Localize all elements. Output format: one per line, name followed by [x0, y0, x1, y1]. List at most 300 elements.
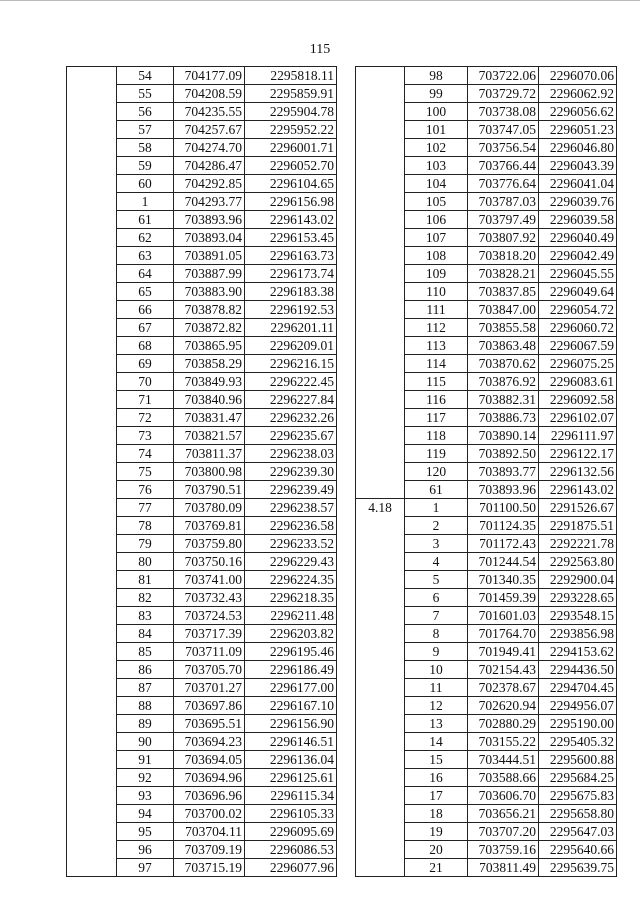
- y-coordinate-cell: 2296105.33: [245, 805, 337, 823]
- point-number-cell: 110: [405, 283, 468, 301]
- y-coordinate-cell: 2296167.10: [245, 697, 337, 715]
- point-number-cell: 18: [405, 805, 468, 823]
- y-coordinate-cell: 2296104.65: [245, 175, 337, 193]
- point-number-cell: 65: [117, 283, 174, 301]
- y-coordinate-cell: 2296083.61: [539, 373, 617, 391]
- x-coordinate-cell: 703707.20: [468, 823, 539, 841]
- y-coordinate-cell: 2296067.59: [539, 337, 617, 355]
- group-cell: [356, 283, 405, 301]
- group-cell: [67, 175, 117, 193]
- y-coordinate-cell: 2296077.96: [245, 859, 337, 877]
- table-row: [356, 391, 617, 409]
- table-row: [67, 535, 337, 553]
- x-coordinate-cell: 704235.55: [174, 103, 245, 121]
- y-coordinate-cell: 2294956.07: [539, 697, 617, 715]
- group-cell: [67, 859, 117, 877]
- table-row: [356, 661, 617, 679]
- x-coordinate-cell: 703747.05: [468, 121, 539, 139]
- y-coordinate-cell: 2296239.49: [245, 481, 337, 499]
- x-coordinate-cell: 701459.39: [468, 589, 539, 607]
- group-cell: [67, 535, 117, 553]
- table-row: [356, 211, 617, 229]
- group-cell: [356, 697, 405, 715]
- x-coordinate-cell: 701601.03: [468, 607, 539, 625]
- table-row: [356, 175, 617, 193]
- point-number-cell: 72: [117, 409, 174, 427]
- table-row: [356, 697, 617, 715]
- group-cell: [67, 571, 117, 589]
- group-cell: [356, 355, 405, 373]
- y-coordinate-cell: 2296062.92: [539, 85, 617, 103]
- table-row: [356, 589, 617, 607]
- table-row: [67, 283, 337, 301]
- group-cell: [67, 661, 117, 679]
- table-row: [67, 103, 337, 121]
- table-row: [67, 805, 337, 823]
- group-cell: [67, 805, 117, 823]
- y-coordinate-cell: 2296203.82: [245, 625, 337, 643]
- point-number-cell: 109: [405, 265, 468, 283]
- table-row: [67, 625, 337, 643]
- table-row: [67, 823, 337, 841]
- x-coordinate-cell: 702154.43: [468, 661, 539, 679]
- x-coordinate-cell: 703818.20: [468, 247, 539, 265]
- point-number-cell: 98: [405, 67, 468, 85]
- x-coordinate-cell: 703893.96: [174, 211, 245, 229]
- point-number-cell: 54: [117, 67, 174, 85]
- point-number-cell: 100: [405, 103, 468, 121]
- y-coordinate-cell: 2296102.07: [539, 409, 617, 427]
- x-coordinate-cell: 703606.70: [468, 787, 539, 805]
- point-number-cell: 17: [405, 787, 468, 805]
- point-number-cell: 96: [117, 841, 174, 859]
- table-row: [67, 607, 337, 625]
- point-number-cell: 85: [117, 643, 174, 661]
- group-cell: [67, 463, 117, 481]
- x-coordinate-cell: 703696.96: [174, 787, 245, 805]
- group-cell: [67, 301, 117, 319]
- x-coordinate-cell: 703722.06: [468, 67, 539, 85]
- table-row: [67, 589, 337, 607]
- group-cell: [67, 517, 117, 535]
- y-coordinate-cell: 2293856.98: [539, 625, 617, 643]
- y-coordinate-cell: 2295405.32: [539, 733, 617, 751]
- group-cell: [67, 373, 117, 391]
- group-cell: [356, 751, 405, 769]
- y-coordinate-cell: 2295647.03: [539, 823, 617, 841]
- x-coordinate-cell: 703872.82: [174, 319, 245, 337]
- x-coordinate-cell: 703588.66: [468, 769, 539, 787]
- x-coordinate-cell: 703724.53: [174, 607, 245, 625]
- y-coordinate-cell: 2296136.04: [245, 751, 337, 769]
- point-number-cell: 21: [405, 859, 468, 877]
- x-coordinate-cell: 703811.49: [468, 859, 539, 877]
- group-cell: [67, 283, 117, 301]
- y-coordinate-cell: 2296051.23: [539, 121, 617, 139]
- point-number-cell: 16: [405, 769, 468, 787]
- table-row: [356, 715, 617, 733]
- group-cell: [67, 679, 117, 697]
- y-coordinate-cell: 2292563.80: [539, 553, 617, 571]
- point-number-cell: 90: [117, 733, 174, 751]
- y-coordinate-cell: 2296056.62: [539, 103, 617, 121]
- group-cell: [67, 445, 117, 463]
- point-number-cell: 71: [117, 391, 174, 409]
- point-number-cell: 69: [117, 355, 174, 373]
- group-cell: [356, 445, 405, 463]
- group-cell: [356, 229, 405, 247]
- y-coordinate-cell: 2296238.57: [245, 499, 337, 517]
- y-coordinate-cell: 2296092.58: [539, 391, 617, 409]
- x-coordinate-cell: 703741.00: [174, 571, 245, 589]
- table-row: [67, 697, 337, 715]
- table-row: [67, 499, 337, 517]
- group-cell: [67, 715, 117, 733]
- x-coordinate-cell: 703865.95: [174, 337, 245, 355]
- y-coordinate-cell: 2296218.35: [245, 589, 337, 607]
- point-number-cell: 86: [117, 661, 174, 679]
- table-row: [356, 139, 617, 157]
- x-coordinate-cell: 703155.22: [468, 733, 539, 751]
- group-cell: [67, 733, 117, 751]
- point-number-cell: 113: [405, 337, 468, 355]
- point-number-cell: 97: [117, 859, 174, 877]
- point-number-cell: 60: [117, 175, 174, 193]
- y-coordinate-cell: 2296216.15: [245, 355, 337, 373]
- group-cell: [67, 589, 117, 607]
- table-row: [356, 841, 617, 859]
- y-coordinate-cell: 2295904.78: [245, 103, 337, 121]
- point-number-cell: 84: [117, 625, 174, 643]
- point-number-cell: 92: [117, 769, 174, 787]
- point-number-cell: 120: [405, 463, 468, 481]
- table-row: [67, 409, 337, 427]
- group-cell: [67, 139, 117, 157]
- point-number-cell: 6: [405, 589, 468, 607]
- group-cell: [67, 157, 117, 175]
- y-coordinate-cell: 2296229.43: [245, 553, 337, 571]
- table-row: [356, 463, 617, 481]
- point-number-cell: 5: [405, 571, 468, 589]
- x-coordinate-cell: 703890.14: [468, 427, 539, 445]
- x-coordinate-cell: 704293.77: [174, 193, 245, 211]
- x-coordinate-cell: 703807.92: [468, 229, 539, 247]
- y-coordinate-cell: 2296183.38: [245, 283, 337, 301]
- group-cell: [356, 139, 405, 157]
- point-number-cell: 56: [117, 103, 174, 121]
- group-cell: [67, 823, 117, 841]
- table-row: [356, 67, 617, 85]
- table-row: [356, 787, 617, 805]
- y-coordinate-cell: 2296156.90: [245, 715, 337, 733]
- table-row: [356, 445, 617, 463]
- y-coordinate-cell: 2296224.35: [245, 571, 337, 589]
- point-number-cell: 59: [117, 157, 174, 175]
- y-coordinate-cell: 2296235.67: [245, 427, 337, 445]
- y-coordinate-cell: 2296192.53: [245, 301, 337, 319]
- x-coordinate-cell: 703893.04: [174, 229, 245, 247]
- x-coordinate-cell: 704208.59: [174, 85, 245, 103]
- table-row: [67, 265, 337, 283]
- group-cell: [67, 355, 117, 373]
- table-row: [356, 733, 617, 751]
- group-cell: [356, 715, 405, 733]
- x-coordinate-cell: 703750.16: [174, 553, 245, 571]
- table-row: [356, 481, 617, 499]
- y-coordinate-cell: 2295639.75: [539, 859, 617, 877]
- table-row: [67, 571, 337, 589]
- group-cell: [67, 409, 117, 427]
- y-coordinate-cell: 2296111.97: [539, 427, 617, 445]
- x-coordinate-cell: 701124.35: [468, 517, 539, 535]
- point-number-cell: 116: [405, 391, 468, 409]
- point-number-cell: 63: [117, 247, 174, 265]
- x-coordinate-cell: 703870.62: [468, 355, 539, 373]
- y-coordinate-cell: 2295640.66: [539, 841, 617, 859]
- group-cell: [356, 391, 405, 409]
- group-cell: [67, 337, 117, 355]
- table-row: [356, 157, 617, 175]
- x-coordinate-cell: 703694.23: [174, 733, 245, 751]
- group-cell: [356, 589, 405, 607]
- point-number-cell: 95: [117, 823, 174, 841]
- x-coordinate-cell: 703891.05: [174, 247, 245, 265]
- group-cell: [67, 211, 117, 229]
- y-coordinate-cell: 2296201.11: [245, 319, 337, 337]
- x-coordinate-cell: 703876.92: [468, 373, 539, 391]
- table-row: [67, 859, 337, 877]
- table-row: [356, 805, 617, 823]
- table-row: [356, 265, 617, 283]
- x-coordinate-cell: 702378.67: [468, 679, 539, 697]
- point-number-cell: 106: [405, 211, 468, 229]
- x-coordinate-cell: 703887.99: [174, 265, 245, 283]
- group-cell: [356, 121, 405, 139]
- group-cell: 4.18: [356, 499, 405, 517]
- group-cell: [356, 463, 405, 481]
- point-number-cell: 101: [405, 121, 468, 139]
- y-coordinate-cell: 2294436.50: [539, 661, 617, 679]
- y-coordinate-cell: 2296173.74: [245, 265, 337, 283]
- point-number-cell: 3: [405, 535, 468, 553]
- table-row: [67, 337, 337, 355]
- point-number-cell: 82: [117, 589, 174, 607]
- group-cell: [67, 319, 117, 337]
- x-coordinate-cell: 703732.43: [174, 589, 245, 607]
- x-coordinate-cell: 703855.58: [468, 319, 539, 337]
- point-number-cell: 55: [117, 85, 174, 103]
- table-row: [356, 229, 617, 247]
- point-number-cell: 108: [405, 247, 468, 265]
- x-coordinate-cell: 703695.51: [174, 715, 245, 733]
- group-cell: [67, 481, 117, 499]
- table-row: [67, 175, 337, 193]
- table-row: [67, 157, 337, 175]
- table-row: [356, 499, 617, 517]
- table-row: [67, 373, 337, 391]
- group-cell: [356, 157, 405, 175]
- y-coordinate-cell: 2296222.45: [245, 373, 337, 391]
- x-coordinate-cell: 703704.11: [174, 823, 245, 841]
- x-coordinate-cell: 704177.09: [174, 67, 245, 85]
- x-coordinate-cell: 701340.35: [468, 571, 539, 589]
- point-number-cell: 11: [405, 679, 468, 697]
- x-coordinate-cell: 703837.85: [468, 283, 539, 301]
- x-coordinate-cell: 703729.72: [468, 85, 539, 103]
- group-cell: [67, 787, 117, 805]
- table-row: [67, 553, 337, 571]
- group-cell: [67, 193, 117, 211]
- table-row: [356, 121, 617, 139]
- y-coordinate-cell: 2295818.11: [245, 67, 337, 85]
- y-coordinate-cell: 2296075.25: [539, 355, 617, 373]
- point-number-cell: 61: [405, 481, 468, 499]
- table-row: [356, 535, 617, 553]
- point-number-cell: 14: [405, 733, 468, 751]
- point-number-cell: 1: [405, 499, 468, 517]
- table-row: [67, 661, 337, 679]
- x-coordinate-cell: 701244.54: [468, 553, 539, 571]
- x-coordinate-cell: 703709.19: [174, 841, 245, 859]
- group-cell: [356, 823, 405, 841]
- y-coordinate-cell: 2296095.69: [245, 823, 337, 841]
- point-number-cell: 79: [117, 535, 174, 553]
- y-coordinate-cell: 2296040.49: [539, 229, 617, 247]
- point-number-cell: 94: [117, 805, 174, 823]
- x-coordinate-cell: 702880.29: [468, 715, 539, 733]
- y-coordinate-cell: 2296060.72: [539, 319, 617, 337]
- y-coordinate-cell: 2296146.51: [245, 733, 337, 751]
- x-coordinate-cell: 703831.47: [174, 409, 245, 427]
- x-coordinate-cell: 703790.51: [174, 481, 245, 499]
- y-coordinate-cell: 2296209.01: [245, 337, 337, 355]
- table-row: [67, 679, 337, 697]
- point-number-cell: 117: [405, 409, 468, 427]
- table-row: [67, 391, 337, 409]
- point-number-cell: 107: [405, 229, 468, 247]
- y-coordinate-cell: 2295600.88: [539, 751, 617, 769]
- point-number-cell: 13: [405, 715, 468, 733]
- group-cell: [356, 175, 405, 193]
- x-coordinate-cell: 701764.70: [468, 625, 539, 643]
- point-number-cell: 9: [405, 643, 468, 661]
- table-row: [67, 841, 337, 859]
- point-number-cell: 102: [405, 139, 468, 157]
- y-coordinate-cell: 2296039.58: [539, 211, 617, 229]
- x-coordinate-cell: 703717.39: [174, 625, 245, 643]
- group-cell: [356, 67, 405, 85]
- table-row: [67, 211, 337, 229]
- x-coordinate-cell: 703886.73: [468, 409, 539, 427]
- group-cell: [356, 337, 405, 355]
- y-coordinate-cell: 2296186.49: [245, 661, 337, 679]
- x-coordinate-cell: 703811.37: [174, 445, 245, 463]
- group-cell: [67, 103, 117, 121]
- group-cell: [67, 247, 117, 265]
- coordinates-table-left-body: [67, 67, 337, 877]
- point-number-cell: 74: [117, 445, 174, 463]
- table-row: [67, 319, 337, 337]
- y-coordinate-cell: 2296125.61: [245, 769, 337, 787]
- table-row: [356, 337, 617, 355]
- x-coordinate-cell: 703893.96: [468, 481, 539, 499]
- group-cell: [67, 751, 117, 769]
- table-row: [356, 823, 617, 841]
- y-coordinate-cell: 2296046.80: [539, 139, 617, 157]
- point-number-cell: 118: [405, 427, 468, 445]
- group-cell: [356, 427, 405, 445]
- group-cell: [356, 805, 405, 823]
- y-coordinate-cell: 2296122.17: [539, 445, 617, 463]
- group-cell: [356, 193, 405, 211]
- group-cell: [67, 553, 117, 571]
- group-cell: [67, 841, 117, 859]
- group-cell: [356, 553, 405, 571]
- y-coordinate-cell: 2296143.02: [245, 211, 337, 229]
- y-coordinate-cell: 2296239.30: [245, 463, 337, 481]
- x-coordinate-cell: 703697.86: [174, 697, 245, 715]
- x-coordinate-cell: 703694.05: [174, 751, 245, 769]
- x-coordinate-cell: 703797.49: [468, 211, 539, 229]
- x-coordinate-cell: 703700.02: [174, 805, 245, 823]
- y-coordinate-cell: 2296211.48: [245, 607, 337, 625]
- y-coordinate-cell: 2292900.04: [539, 571, 617, 589]
- group-cell: [356, 85, 405, 103]
- x-coordinate-cell: 703766.44: [468, 157, 539, 175]
- x-coordinate-cell: 704292.85: [174, 175, 245, 193]
- group-cell: [356, 319, 405, 337]
- x-coordinate-cell: 703800.98: [174, 463, 245, 481]
- y-coordinate-cell: 2296233.52: [245, 535, 337, 553]
- table-row: [67, 427, 337, 445]
- group-cell: [356, 247, 405, 265]
- group-cell: [356, 787, 405, 805]
- x-coordinate-cell: 703780.09: [174, 499, 245, 517]
- group-cell: [356, 625, 405, 643]
- group-cell: [356, 643, 405, 661]
- point-number-cell: 7: [405, 607, 468, 625]
- group-cell: [356, 301, 405, 319]
- point-number-cell: 67: [117, 319, 174, 337]
- point-number-cell: 19: [405, 823, 468, 841]
- point-number-cell: 115: [405, 373, 468, 391]
- group-cell: [356, 859, 405, 877]
- y-coordinate-cell: 2296042.49: [539, 247, 617, 265]
- group-cell: [356, 409, 405, 427]
- group-cell: [356, 769, 405, 787]
- group-cell: [356, 517, 405, 535]
- x-coordinate-cell: 703787.03: [468, 193, 539, 211]
- point-number-cell: 10: [405, 661, 468, 679]
- table-row: [67, 643, 337, 661]
- table-row: [67, 229, 337, 247]
- y-coordinate-cell: 2296054.72: [539, 301, 617, 319]
- table-row: [356, 283, 617, 301]
- point-number-cell: 89: [117, 715, 174, 733]
- table-row: [356, 517, 617, 535]
- table-row: [67, 463, 337, 481]
- group-cell: [67, 697, 117, 715]
- point-number-cell: 83: [117, 607, 174, 625]
- point-number-cell: 91: [117, 751, 174, 769]
- x-coordinate-cell: 703776.64: [468, 175, 539, 193]
- x-coordinate-cell: 703738.08: [468, 103, 539, 121]
- point-number-cell: 62: [117, 229, 174, 247]
- x-coordinate-cell: 703715.19: [174, 859, 245, 877]
- y-coordinate-cell: 2296039.76: [539, 193, 617, 211]
- table-row: [67, 481, 337, 499]
- group-cell: [67, 769, 117, 787]
